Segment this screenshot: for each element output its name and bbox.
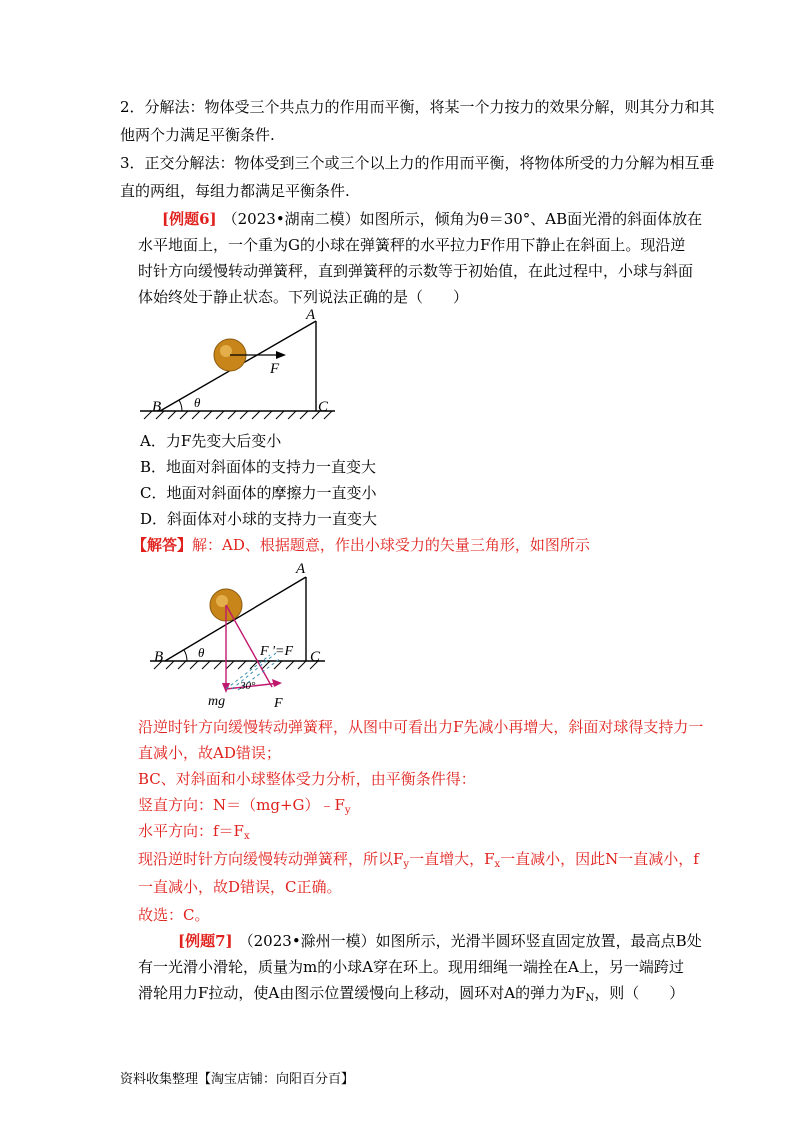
paragraph-decomposition: 2．分解法：物体受三个共点力的作用而平衡，将某一个力按力的效果分解，则其分力和其 bbox=[120, 98, 715, 116]
solution-line3: BC、对斜面和小球整体受力分析，由平衡条件得： bbox=[138, 770, 476, 788]
paragraph-decomposition-cont: 他两个力满足平衡条件. bbox=[120, 126, 275, 144]
page-footer: 资料收集整理【淘宝店铺：向阳百分百】 bbox=[120, 1072, 355, 1087]
example6-stem-line4: 体始终处于静止状态。下列说法正确的是（ ） bbox=[138, 288, 469, 306]
figure-incline-ball bbox=[130, 305, 350, 425]
option-b: B．地面对斜面体的支持力一直变大 bbox=[140, 458, 377, 476]
option-c: C．地面对斜面体的摩擦力一直变小 bbox=[140, 484, 377, 502]
paragraph-orthogonal-cont: 直的两组，每组力都满足平衡条件. bbox=[120, 182, 350, 200]
example6-tag: [例题6] bbox=[162, 210, 217, 228]
label-angle: 30° bbox=[240, 680, 256, 692]
label-b: B bbox=[152, 399, 162, 415]
example7-stem-line1: [例题7] （2023•滁州一模）如图所示，光滑半圆环竖直固定放置，最高点B处 bbox=[178, 932, 702, 950]
label-theta: θ bbox=[194, 395, 201, 410]
example6-stem-line1: [例题6] （2023•湖南二模）如图所示，倾角为θ＝30°、AB面光滑的斜面体放在 bbox=[162, 210, 703, 228]
example7-stem-line3: 滑轮用力F拉动，使A由图示位置缓慢向上移动，圆环对A的弹力为$F_N$，则（ ） bbox=[138, 984, 685, 1004]
solution-line4: 竖直方向：$N=(mg+G)﹣F_y$ bbox=[138, 796, 351, 816]
label-c: C bbox=[318, 399, 329, 415]
solution-line7: 一直减小，故D错误，C正确。 bbox=[138, 878, 342, 896]
solution-line5: 水平方向：$f=F_x$ bbox=[138, 822, 250, 842]
example7-tag: [例题7] bbox=[178, 932, 233, 950]
example6-stem-line2: 水平地面上，一个重为G的小球在弹簧秤的水平拉力F作用下静止在斜面上。现沿逆 bbox=[138, 236, 686, 254]
solution-line2: 直减小，故AD错误； bbox=[138, 744, 281, 762]
paragraph-orthogonal: 3．正交分解法：物体受到三个或三个以上力的作用而平衡，将物体所受的力分解为相互垂 bbox=[120, 154, 715, 172]
example7-stem-line2: 有一光滑小滑轮，质量为m的小球A穿在环上。现用细绳一端拴在A上，另一端跨过 bbox=[138, 958, 684, 976]
option-d: D．斜面体对小球的支持力一直变大 bbox=[140, 510, 378, 528]
solution-intro: 【解答】解：AD、根据题意，作出小球受力的矢量三角形，如图所示 bbox=[132, 536, 590, 554]
label-mg: mg bbox=[208, 694, 226, 709]
solution-answer: 故选：C。 bbox=[138, 906, 210, 924]
example6-stem-line3: 时针方向缓慢转动弹簧秤，直到弹簧秤的示数等于初始值，在此过程中，小球与斜面 bbox=[138, 262, 694, 280]
solution-line6: 现沿逆时针方向缓慢转动弹簧秤，所以$F_y$一直增大，$F_x$一直减小，因此N一直减小，f bbox=[138, 850, 699, 870]
solution-tag: 【解答】 bbox=[132, 536, 193, 554]
label-f: F bbox=[270, 361, 280, 377]
label-f-prime: F '=F bbox=[260, 644, 294, 659]
figure-vector-triangle bbox=[140, 555, 350, 715]
solution-line1: 沿逆时针方向缓慢转动弹簧秤，从图中可看出力F先减小再增大，斜面对球得支持力一 bbox=[138, 718, 704, 736]
label-b: B bbox=[154, 649, 164, 665]
label-f: F bbox=[274, 696, 283, 711]
label-theta: θ bbox=[198, 645, 205, 660]
label-a: A bbox=[306, 307, 316, 323]
label-a: A bbox=[296, 561, 306, 577]
option-a: A．力F先变大后变小 bbox=[140, 432, 282, 450]
label-c: C bbox=[310, 649, 321, 665]
